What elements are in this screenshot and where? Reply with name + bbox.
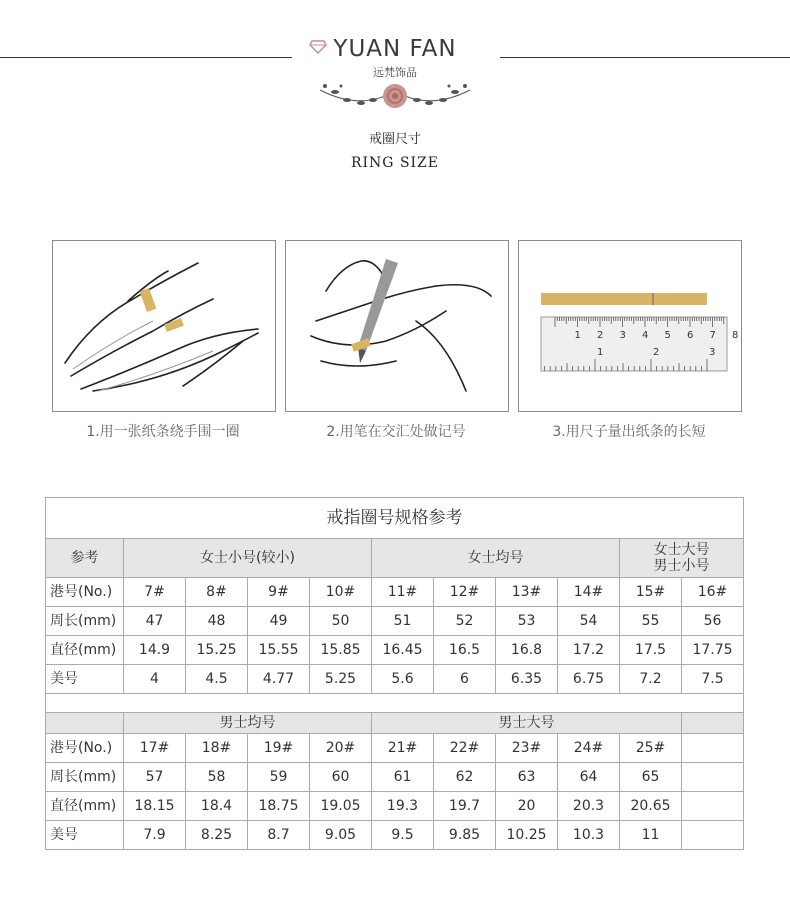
page-title: 戒圈尺寸 bbox=[368, 132, 421, 147]
table-cell: 7# bbox=[124, 578, 186, 607]
table-cell: 7.2 bbox=[620, 665, 682, 694]
table-cell: 11 bbox=[620, 821, 682, 850]
table-cell: 9.85 bbox=[434, 821, 496, 850]
ruler-label-top: 4 bbox=[642, 330, 649, 341]
table-cell: 6 bbox=[434, 665, 496, 694]
table-cell: 18.75 bbox=[248, 792, 310, 821]
table-cell: 61 bbox=[372, 763, 434, 792]
table-spacer bbox=[46, 694, 744, 713]
circumference-row bbox=[46, 607, 744, 636]
table-cell: 10.3 bbox=[558, 821, 620, 850]
group-header-men-large: 男士大号 bbox=[372, 713, 682, 734]
ruler-label-top: 5 bbox=[664, 330, 671, 341]
table-cell: 58 bbox=[186, 763, 248, 792]
table-cell: 53 bbox=[496, 607, 558, 636]
table-cell: 49 bbox=[248, 607, 310, 636]
row-label: 港号(No.) bbox=[46, 734, 124, 763]
table-cell: 51 bbox=[372, 607, 434, 636]
table-cell bbox=[682, 821, 744, 850]
table-cell: 16.8 bbox=[496, 636, 558, 665]
hk-size-row bbox=[46, 578, 744, 607]
ruler-label-bottom: 2 bbox=[653, 347, 660, 358]
floral-wreath-icon bbox=[315, 78, 475, 114]
diameter-row bbox=[46, 792, 744, 821]
table-cell: 18.15 bbox=[124, 792, 186, 821]
table-cell: 16.5 bbox=[434, 636, 496, 665]
table-cell: 4.77 bbox=[248, 665, 310, 694]
table-cell: 10.25 bbox=[496, 821, 558, 850]
table-cell: 25# bbox=[620, 734, 682, 763]
table-cell: 24# bbox=[558, 734, 620, 763]
table-cell: 9.05 bbox=[310, 821, 372, 850]
table-cell bbox=[682, 792, 744, 821]
table-cell: 59 bbox=[248, 763, 310, 792]
table-cell: 7.5 bbox=[682, 665, 744, 694]
table-cell: 47 bbox=[124, 607, 186, 636]
step-3-illustration bbox=[518, 240, 742, 412]
table-cell: 4.5 bbox=[186, 665, 248, 694]
brand-subtitle: 远梵饰品 bbox=[373, 66, 417, 79]
table-cell: 21# bbox=[372, 734, 434, 763]
table-cell: 54 bbox=[558, 607, 620, 636]
step-1-illustration bbox=[52, 240, 276, 412]
table-cell: 22# bbox=[434, 734, 496, 763]
ruler-label-top: 3 bbox=[619, 330, 626, 341]
table-cell: 57 bbox=[124, 763, 186, 792]
table-cell: 17.5 bbox=[620, 636, 682, 665]
table-cell: 20# bbox=[310, 734, 372, 763]
ruler-label-top: 7 bbox=[709, 330, 716, 341]
table-cell: 12# bbox=[434, 578, 496, 607]
row-label: 周长(mm) bbox=[46, 763, 124, 792]
table-cell: 8.25 bbox=[186, 821, 248, 850]
group-header-blank bbox=[46, 713, 124, 734]
table-cell: 8# bbox=[186, 578, 248, 607]
step-3-caption: 3.用尺子量出纸条的长短 bbox=[552, 424, 706, 440]
table-cell: 18.4 bbox=[186, 792, 248, 821]
table-cell: 11# bbox=[372, 578, 434, 607]
table-cell: 17# bbox=[124, 734, 186, 763]
table-cell: 5.25 bbox=[310, 665, 372, 694]
table-cell: 52 bbox=[434, 607, 496, 636]
table-cell: 6.75 bbox=[558, 665, 620, 694]
reference-label: 参考 bbox=[46, 539, 124, 578]
table-cell: 9.5 bbox=[372, 821, 434, 850]
table-cell: 17.2 bbox=[558, 636, 620, 665]
step-2-caption: 2.用笔在交汇处做记号 bbox=[326, 424, 466, 440]
table-cell: 19# bbox=[248, 734, 310, 763]
group-header-women-small: 女士小号(较小) bbox=[124, 539, 372, 578]
ruler-label-bottom: 3 bbox=[709, 347, 716, 358]
table-cell: 15# bbox=[620, 578, 682, 607]
table-cell: 64 bbox=[558, 763, 620, 792]
table-cell: 15.25 bbox=[186, 636, 248, 665]
table-cell: 4 bbox=[124, 665, 186, 694]
brand-logo bbox=[295, 20, 495, 115]
ruler-label-bottom: 1 bbox=[597, 347, 604, 358]
step-1-caption: 1.用一张纸条绕手围一圈 bbox=[86, 424, 240, 440]
us-size-row bbox=[46, 821, 744, 850]
table-cell: 15.55 bbox=[248, 636, 310, 665]
table-cell: 19.3 bbox=[372, 792, 434, 821]
table-title: 戒指圈号规格参考 bbox=[46, 498, 744, 539]
table-cell: 20 bbox=[496, 792, 558, 821]
table-cell: 13# bbox=[496, 578, 558, 607]
row-label: 直径(mm) bbox=[46, 636, 124, 665]
table-cell bbox=[682, 734, 744, 763]
table-cell: 55 bbox=[620, 607, 682, 636]
table-cell: 16# bbox=[682, 578, 744, 607]
group-header-blank-end bbox=[682, 713, 744, 734]
row-label: 美号 bbox=[46, 665, 124, 694]
table-cell: 5.6 bbox=[372, 665, 434, 694]
circumference-row bbox=[46, 763, 744, 792]
us-size-row bbox=[46, 665, 744, 694]
pen-marking-icon bbox=[286, 241, 508, 411]
ruler-icon bbox=[519, 241, 741, 411]
header-rule-left bbox=[0, 57, 292, 58]
table-cell: 17.75 bbox=[682, 636, 744, 665]
table-cell bbox=[682, 763, 744, 792]
table-cell: 6.35 bbox=[496, 665, 558, 694]
table-cell: 50 bbox=[310, 607, 372, 636]
table-cell: 19.7 bbox=[434, 792, 496, 821]
table-cell: 65 bbox=[620, 763, 682, 792]
row-label: 直径(mm) bbox=[46, 792, 124, 821]
ruler-label-top: 2 bbox=[597, 330, 604, 341]
table-cell: 48 bbox=[186, 607, 248, 636]
hk-size-row bbox=[46, 734, 744, 763]
group-header-women-average: 女士均号 bbox=[372, 539, 620, 578]
table-cell: 63 bbox=[496, 763, 558, 792]
table-cell: 18# bbox=[186, 734, 248, 763]
table-cell: 16.45 bbox=[372, 636, 434, 665]
table-cell: 20.65 bbox=[620, 792, 682, 821]
table-cell: 62 bbox=[434, 763, 496, 792]
header-rule-right bbox=[500, 57, 790, 58]
row-label: 港号(No.) bbox=[46, 578, 124, 607]
table-cell: 19.05 bbox=[310, 792, 372, 821]
row-label: 美号 bbox=[46, 821, 124, 850]
hand-wrap-icon bbox=[53, 241, 275, 411]
step-2-illustration bbox=[285, 240, 509, 412]
table-cell: 8.7 bbox=[248, 821, 310, 850]
group-header-women-large: 女士大号 男士小号 bbox=[620, 539, 744, 578]
ring-size-table bbox=[45, 497, 744, 850]
row-label: 周长(mm) bbox=[46, 607, 124, 636]
ruler-label-top: 8 bbox=[732, 330, 739, 341]
table-cell: 23# bbox=[496, 734, 558, 763]
table-cell: 14.9 bbox=[124, 636, 186, 665]
table-cell: 7.9 bbox=[124, 821, 186, 850]
ruler-label-top: 1 bbox=[574, 330, 581, 341]
group-header-men-average: 男士均号 bbox=[124, 713, 372, 734]
brand-name: YUAN FAN bbox=[333, 36, 457, 62]
diameter-row bbox=[46, 636, 744, 665]
table-cell: 60 bbox=[310, 763, 372, 792]
table-cell: 15.85 bbox=[310, 636, 372, 665]
table-cell: 56 bbox=[682, 607, 744, 636]
table-cell: 10# bbox=[310, 578, 372, 607]
table-cell: 20.3 bbox=[558, 792, 620, 821]
page-subtitle: RING SIZE bbox=[350, 155, 440, 171]
table-cell: 14# bbox=[558, 578, 620, 607]
ruler-label-top: 6 bbox=[687, 330, 694, 341]
table-cell: 9# bbox=[248, 578, 310, 607]
